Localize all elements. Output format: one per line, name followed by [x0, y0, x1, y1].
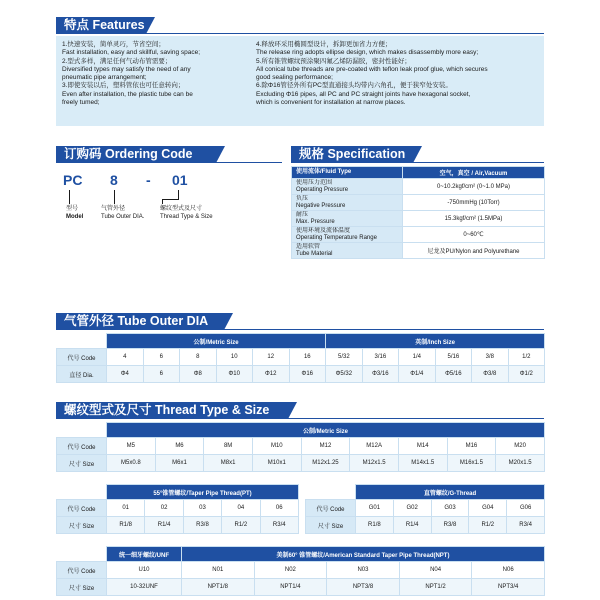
unf-code: U10: [107, 562, 182, 579]
ordering-title: 订购码 Ordering Code: [64, 147, 193, 161]
unf-size: 10-32UNF: [107, 579, 182, 596]
tube-code-cell: 12: [253, 349, 290, 366]
spec-value: 尼龙及PU/Nylon and Polyurethane: [403, 243, 545, 259]
npt-code-cell: N06: [472, 562, 545, 579]
tube-dia-cell: Φ5/32: [326, 366, 363, 383]
code-pointer: [178, 190, 179, 199]
npt-code-label: 代号 Code: [57, 562, 107, 579]
feature-line: 6.除Φ16管径外所有PC型直通接头均带内六角孔，便于狭窄处安装。: [256, 82, 452, 90]
feature-line: Excluding Φ16 pipes, all PC and PC straight joints have hexagonal socket,: [256, 90, 471, 98]
pt-code-cell: 01: [107, 500, 145, 517]
tube-code-cell: 4: [107, 349, 144, 366]
g-size-cell: R3/8: [431, 517, 469, 534]
thread-metric-head: 公制/Metric Size: [107, 423, 545, 438]
thread-size-cell: M6x1: [155, 455, 204, 472]
spec-head-right: 空气，真空 / Air,Vacuum: [403, 167, 545, 179]
code-pointer: [162, 199, 163, 204]
spec-label: 负压 Negative Pressure: [292, 195, 403, 211]
features-right-column: [256, 41, 542, 107]
feature-line: which is convenient for installation at narrow places.: [256, 99, 406, 107]
thread-code-cell: M14: [398, 438, 447, 455]
pt-size-cell: R1/4: [145, 517, 183, 534]
feature-line: 1.快速安装，简单灵巧，节省空间；: [62, 41, 165, 48]
pt-head: 55°锥管螺纹/Taper Pipe Thread(PT): [107, 485, 299, 500]
feature-line: 4.释放环采用椭圆型设计，拆卸更加省力方便；: [256, 41, 392, 48]
spec-title: 规格 Specification: [299, 147, 406, 161]
g-size-cell: R3/4: [507, 517, 545, 534]
spec-header: [291, 146, 413, 163]
thread-pt-table: [56, 484, 299, 534]
features-header: [56, 17, 146, 34]
npt-head: 美制60° 锥管螺纹/American Standard Taper Pipe Thread(NPT): [182, 547, 545, 562]
feature-line: Even after installation, the plastic tube can be: [62, 90, 193, 98]
tube-code-cell: 1/4: [399, 349, 436, 366]
thread-title: 螺纹型式及尺寸 Thread Type & Size: [64, 403, 270, 417]
tube-code-cell: 5/16: [435, 349, 472, 366]
features-left-column: [62, 41, 262, 107]
tube-code-cell: 5/32: [326, 349, 363, 366]
thread-size-cell: M16x1.5: [447, 455, 496, 472]
feature-line: Fast installation, easy and skillful, saving space;: [62, 49, 201, 57]
tube-code-label: 代号 Code: [57, 349, 107, 366]
thread-size-cell: M8x1: [204, 455, 253, 472]
npt-code-cell: N02: [254, 562, 327, 579]
tube-dia-cell: Φ3/8: [472, 366, 509, 383]
spec-value: 0~10.2kgf/cm² (0~1.0 MPa): [403, 179, 545, 195]
code-part-diameter: 8: [110, 172, 118, 188]
thread-size-cell: M20x1.5: [496, 455, 545, 472]
pt-code-cell: 06: [260, 500, 298, 517]
pt-code-cell: 02: [145, 500, 183, 517]
tube-inch-head: 英制/Inch Size: [326, 334, 545, 349]
tube-code-cell: 3/8: [472, 349, 509, 366]
code-pointer: [114, 190, 115, 204]
npt-size-cell: NPT3/8: [327, 579, 400, 596]
npt-size-label: 尺寸 Size: [57, 579, 107, 596]
feature-line: 3.即使安装以后，塑料管依也可任意转向；: [62, 82, 185, 90]
thread-code-cell: 8M: [204, 438, 253, 455]
feature-line: Diversified types may satisfy the need of any: [62, 65, 191, 73]
npt-size-cell: NPT1/4: [254, 579, 327, 596]
thread-code-cell: M10: [252, 438, 301, 455]
tube-dia-cell: Φ1/4: [399, 366, 436, 383]
tube-dia-cell: Φ3/16: [362, 366, 399, 383]
pt-code-cell: 03: [183, 500, 221, 517]
npt-code-cell: N04: [399, 562, 472, 579]
thread-size-cell: M10x1: [252, 455, 301, 472]
pt-code-cell: 04: [222, 500, 260, 517]
feature-line: pneumatic pipe arrangement;: [62, 74, 147, 82]
g-size-cell: R1/8: [356, 517, 394, 534]
thread-code-cell: M5: [107, 438, 156, 455]
g-code-cell: G04: [469, 500, 507, 517]
feature-line: All conical tube threads are pre-coated with teflon leak proof glue, which secures: [256, 65, 488, 73]
code-pointer: [162, 199, 179, 200]
npt-size-cell: NPT1/8: [182, 579, 255, 596]
pt-size-cell: R1/8: [107, 517, 145, 534]
thread-size-cell: M14x1.5: [398, 455, 447, 472]
label-model: 型号 Model: [66, 206, 84, 220]
thread-code-cell: M6: [155, 438, 204, 455]
spec-label: 使用压力范围 Operating Pressure: [292, 179, 403, 195]
g-code-label: 代号 Code: [306, 500, 356, 517]
code-pointer: [69, 190, 70, 204]
features-box: [56, 36, 544, 126]
thread-g-table: [305, 484, 545, 534]
tube-dia-cell: Φ8: [180, 366, 217, 383]
tube-header: [56, 313, 224, 330]
code-part-thread: 01: [172, 172, 188, 188]
tube-dia-cell: Φ16: [289, 366, 326, 383]
npt-code-cell: N03: [327, 562, 400, 579]
thread-code-label: 代号 Code: [57, 438, 107, 455]
features-rule: [56, 33, 544, 34]
tube-code-cell: 16: [289, 349, 326, 366]
feature-line: 2.型式多样，满足任何气动布管需要；: [62, 57, 172, 65]
pt-size-cell: R3/8: [183, 517, 221, 534]
thread-rule: [56, 418, 544, 419]
ordering-header: [56, 146, 216, 163]
g-head: 直管螺纹/G-Thread: [356, 485, 545, 500]
tube-rule: [56, 329, 544, 330]
feature-line: good sealing performance;: [256, 74, 333, 82]
tube-dia-cell: Φ4: [107, 366, 144, 383]
tube-code-cell: 8: [180, 349, 217, 366]
feature-line: 5.所有锥管螺纹预涂聚四氟乙烯防漏胶，密封性能好；: [256, 57, 411, 65]
g-code-cell: G03: [431, 500, 469, 517]
spec-label: 使用环境及流体温度 Operating Temperature Range: [292, 227, 403, 243]
npt-size-cell: NPT3/4: [472, 579, 545, 596]
thread-header: [56, 402, 288, 419]
npt-code-cell: N01: [182, 562, 255, 579]
tube-dia-cell: Φ12: [253, 366, 290, 383]
spec-label: 适用软管 Tube Material: [292, 243, 403, 259]
pt-code-label: 代号 Code: [57, 500, 107, 517]
pt-size-cell: R1/2: [222, 517, 260, 534]
thread-size-cell: M12x1.25: [301, 455, 350, 472]
pt-size-cell: R3/4: [260, 517, 298, 534]
g-code-cell: G02: [393, 500, 431, 517]
pt-corner: [57, 485, 107, 500]
ordering-rule: [56, 162, 282, 163]
spec-label: 耐压 Max. Pressure: [292, 211, 403, 227]
tube-code-cell: 1/2: [508, 349, 545, 366]
tube-dia-label: 直径 Dia.: [57, 366, 107, 383]
code-part-dash: -: [146, 172, 151, 188]
thread-code-cell: M20: [496, 438, 545, 455]
pt-size-label: 尺寸 Size: [57, 517, 107, 534]
tube-metric-head: 公制/Metric Size: [107, 334, 326, 349]
thread-size-label: 尺寸 Size: [57, 455, 107, 472]
thread-size-cell: M12x1.5: [350, 455, 399, 472]
spec-table: [291, 166, 545, 259]
thread-corner: [57, 423, 107, 438]
tube-dia-cell: Φ5/16: [435, 366, 472, 383]
thread-metric-table: [56, 422, 545, 472]
tube-table: [56, 333, 545, 383]
feature-line: freely tumed;: [62, 99, 100, 107]
g-size-cell: R1/4: [393, 517, 431, 534]
thread-code-cell: M16: [447, 438, 496, 455]
spec-rule: [291, 162, 544, 163]
npt-size-cell: NPT1/2: [399, 579, 472, 596]
g-code-cell: G06: [507, 500, 545, 517]
thread-code-cell: M12: [301, 438, 350, 455]
features-title: 特点 Features: [64, 18, 145, 32]
tube-dia-cell: 6: [143, 366, 180, 383]
spec-value: 15.3kgf/cm² (1.5MPa): [403, 211, 545, 227]
g-size-cell: R1/2: [469, 517, 507, 534]
thread-size-cell: M5x0.8: [107, 455, 156, 472]
thread-code-cell: M12A: [350, 438, 399, 455]
tube-corner: [57, 334, 107, 349]
g-corner: [306, 485, 356, 500]
tube-code-cell: 3/16: [362, 349, 399, 366]
unf-head: 统一细牙螺纹/UNF: [107, 547, 182, 562]
tube-dia-cell: Φ1/2: [508, 366, 545, 383]
spec-value: -750mmHg (10Torr): [403, 195, 545, 211]
spec-head-left: 使用流体/Fluid Type: [292, 167, 403, 179]
feature-line: The release ring adopts ellipse design, which makes disassembly more easy;: [256, 49, 479, 57]
thread-unf-npt-table: [56, 546, 545, 596]
unf-corner: [57, 547, 107, 562]
g-code-cell: G01: [356, 500, 394, 517]
spec-value: 0~60℃: [403, 227, 545, 243]
label-thread-type: 螺纹型式及尺寸 Thread Type & Size: [160, 206, 213, 220]
tube-code-cell: 6: [143, 349, 180, 366]
tube-code-cell: 10: [216, 349, 253, 366]
label-tube-dia: 气管外径 Tube Outer DIA.: [101, 206, 145, 220]
tube-dia-cell: Φ10: [216, 366, 253, 383]
code-part-model: PC: [63, 172, 83, 188]
g-size-label: 尺寸 Size: [306, 517, 356, 534]
tube-title: 气管外径 Tube Outer DIA: [64, 314, 209, 328]
